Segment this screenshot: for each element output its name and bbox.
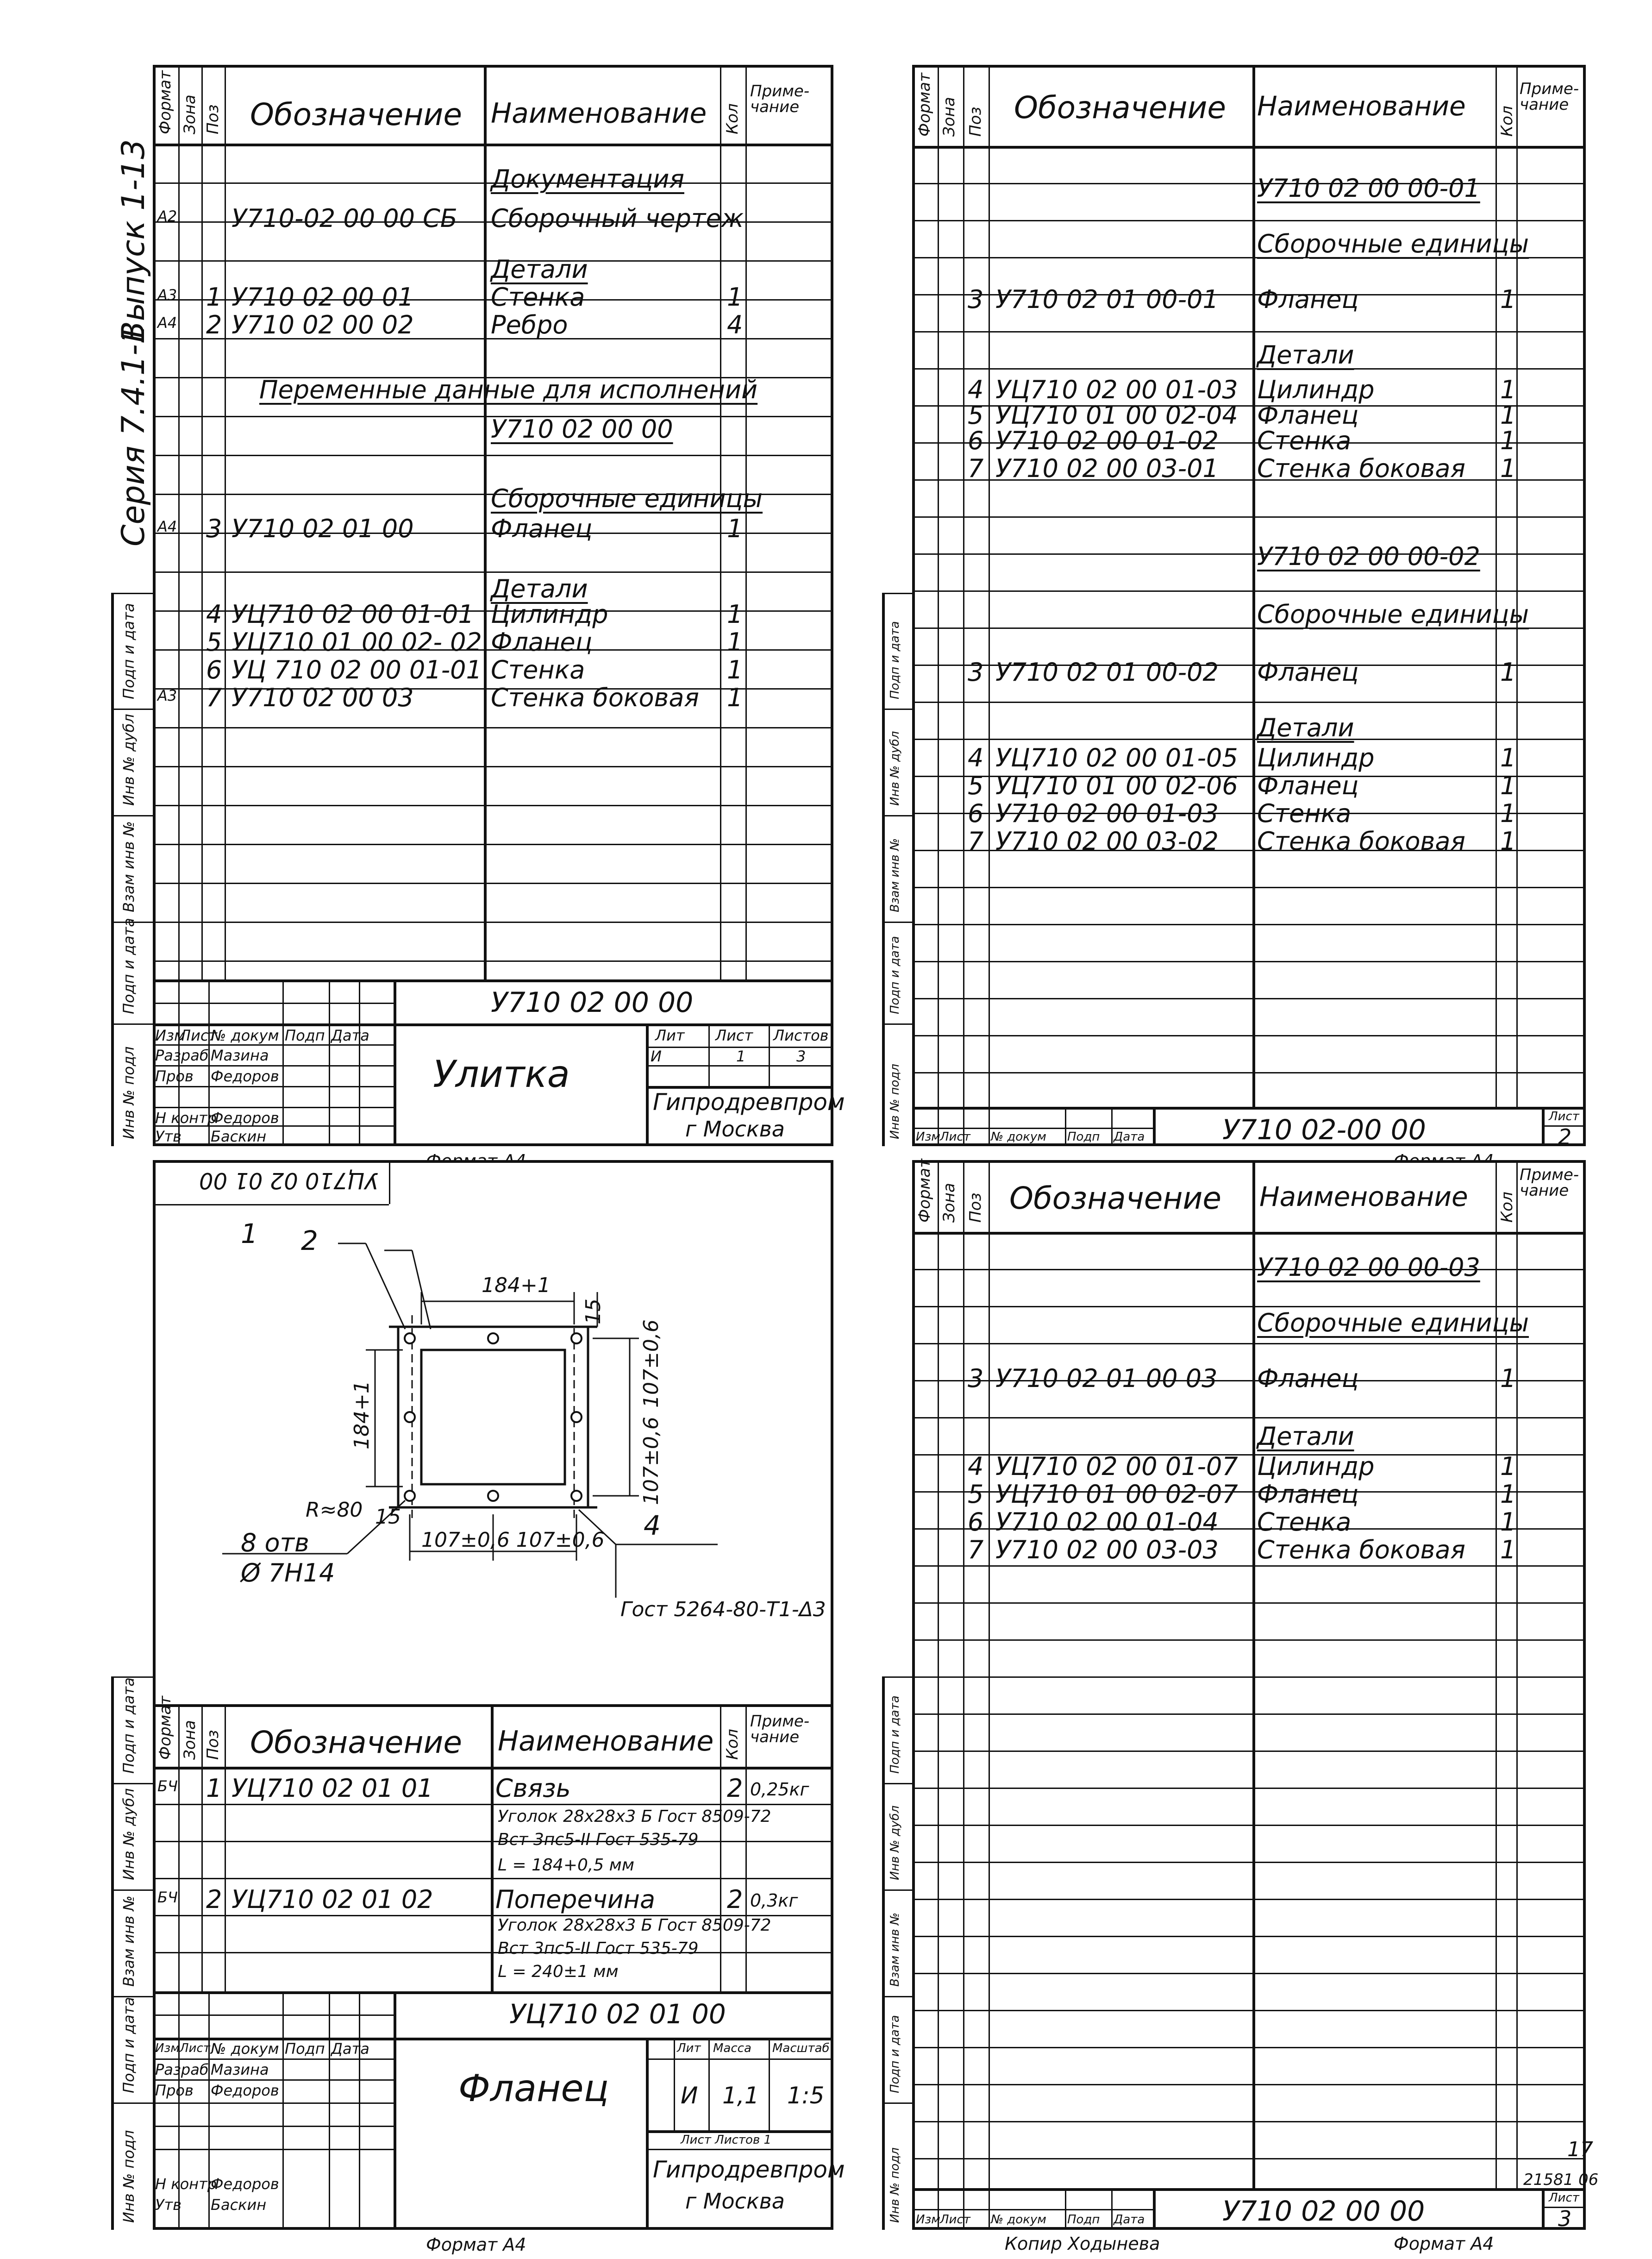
s1-row-name: Документация	[491, 164, 684, 194]
dim-radius: R≈80	[306, 1498, 363, 1522]
strip2-cell-1: Подп и дата	[888, 621, 902, 699]
s2-hdr-format: Формат	[915, 73, 934, 137]
stamp1-city: г Москва	[685, 1117, 785, 1142]
s2-row-qty: 1	[1500, 799, 1516, 828]
s3-row-qty: 2	[727, 1774, 743, 1803]
s4-row-designation: УЦ710 01 00 02-07	[995, 1480, 1238, 1509]
s2-row-pos: 7	[968, 827, 984, 856]
stamp2-list-label: Лист	[1549, 1110, 1579, 1123]
s2-row-name: Цилиндр	[1257, 743, 1375, 772]
s1-row-qty: 1	[727, 600, 743, 629]
s2-hdr-designation: Обозначение	[1014, 90, 1226, 126]
strip4-cell-2: Инв № дубл	[888, 1805, 902, 1880]
s1-row-name: Фланец	[491, 514, 593, 543]
sheet4-no: 3	[1558, 2206, 1572, 2231]
strip2-cell-4: Подп и дата	[888, 936, 902, 1014]
s1-row-format: А3	[157, 687, 177, 704]
s4-row-qty: 1	[1500, 1507, 1516, 1537]
stamp1-org: Гипродревпром	[653, 1089, 845, 1116]
s2-row-name: Фланец	[1257, 771, 1359, 800]
stamp3-masht-val: 1:5	[787, 2082, 825, 2109]
s3-hdr-designation: Обозначение	[250, 1725, 462, 1760]
stamp3-name-3: Федоров	[211, 2175, 279, 2193]
s2-row-name: Стенка	[1257, 799, 1352, 828]
leader-1: 1	[241, 1218, 258, 1249]
stamp1-role-4: Утв	[155, 1128, 181, 1145]
hdr-zone: Зона	[181, 94, 199, 134]
s2-row-name: Цилиндр	[1257, 375, 1375, 404]
s4-row-designation: УЦ710 02 00 01-07	[995, 1452, 1238, 1481]
stamp1-list-label: Лист	[715, 1027, 753, 1044]
weld-gost: Гост 5264-80-Т1-Δ3	[620, 1598, 826, 1621]
stamp3-massa-val: 1,1	[722, 2082, 759, 2109]
s2-row-name: Сборочные единицы	[1257, 600, 1529, 629]
s3-hdr-note: Приме- чание	[750, 1712, 810, 1746]
s4-row-qty: 1	[1500, 1452, 1516, 1481]
hdr-pos: Поз	[204, 104, 222, 134]
strip2-cell-3: Взам инв №	[888, 838, 902, 912]
s2-row-name: Фланец	[1257, 401, 1359, 430]
stamp3-role-4: Утв	[155, 2196, 181, 2214]
stamp3-lit: Лит	[677, 2041, 701, 2055]
s2-row-designation: УЦ710 02 00 01-05	[995, 743, 1238, 772]
strip4-cell-5: Инв № подл	[888, 2147, 902, 2223]
s1-row-pos: 6	[206, 655, 222, 684]
s2-row-qty: 1	[1500, 285, 1516, 314]
holes-count: 8 отв	[241, 1528, 309, 1557]
s4-row-pos: 4	[968, 1452, 984, 1481]
s2-row-pos: 6	[968, 426, 984, 455]
stamp1-name-2: Федоров	[211, 1067, 279, 1085]
s1-row-designation: У710-02 00 00 СБ	[232, 204, 457, 233]
s2-row-name: Стенка боковая	[1257, 827, 1465, 856]
dim-15-bottom: 15	[375, 1505, 401, 1529]
s1-row-name: Детали	[491, 255, 588, 284]
s2-row-designation: У710 02 00 03-02	[995, 827, 1219, 856]
dim-15-top: 15	[582, 1299, 605, 1324]
stamp3-list: Лист	[180, 2041, 210, 2055]
s3-hdr-zone: Зона	[181, 1720, 199, 1760]
sheet2-no: 2	[1558, 1124, 1572, 1149]
s2-row-designation: УЦ710 02 00 01-03	[995, 375, 1238, 404]
stamp2-date: Дата	[1114, 1130, 1145, 1144]
s4-hdr-qty: Кол	[1498, 1192, 1516, 1223]
hdr-format: Формат	[156, 70, 175, 134]
sheet3-code: УЦ710 02 01 00	[509, 1998, 726, 2030]
stamp1-lit-val: И	[651, 1048, 662, 1065]
s2-row-qty: 1	[1500, 771, 1516, 800]
s2-row-pos: 3	[968, 658, 984, 687]
s2-row-name: Детали	[1257, 340, 1354, 370]
s1-row-pos: 7	[206, 683, 222, 712]
s2-row-pos: 5	[968, 771, 984, 800]
s2-row-pos: 4	[968, 375, 984, 404]
stamp1-name-4: Баскин	[211, 1128, 267, 1145]
leader-4: 4	[644, 1510, 661, 1541]
strip-cell-1: Подп и дата	[120, 603, 138, 699]
s2-row-name: У710 02 00 00-02	[1257, 542, 1480, 571]
strip-cell-3: Взам инв №	[120, 821, 138, 912]
stamp4-izm: Изм	[916, 2213, 940, 2227]
sheet2-code: У710 02-00 00	[1222, 1114, 1426, 1146]
stamp3-name-4: Баскин	[211, 2196, 267, 2214]
stamp3-role-2: Пров	[155, 2082, 194, 2099]
strip3-cell-4: Подп и дата	[120, 1997, 138, 2093]
s4-row-name: Стенка боковая	[1257, 1535, 1465, 1564]
s2-row-designation: УЦ710 01 00 02-04	[995, 401, 1238, 430]
stamp4-list-label: Лист	[1549, 2191, 1579, 2205]
s4-row-name: У710 02 00 00-03	[1257, 1253, 1480, 1282]
s3-row-pos: 1	[206, 1774, 222, 1803]
s3-row-designation: УЦ710 02 01 02	[232, 1885, 433, 1914]
sheet3-format-footer: Формат А4	[426, 2234, 526, 2255]
stamp1-list: Лист	[180, 1027, 218, 1044]
s1-row-designation: У710 02 01 00	[232, 514, 414, 543]
sheet4-code: У710 02 00 00	[1222, 2195, 1425, 2228]
s4-row-name: Стенка	[1257, 1507, 1352, 1537]
s2-hdr-note: Приме- чание	[1520, 80, 1579, 114]
s1-row-name: Стенка	[491, 282, 585, 312]
s4-row-name: Фланец	[1257, 1480, 1359, 1509]
s4-hdr-pos: Поз	[966, 1192, 985, 1223]
s3-row-qty: 2	[727, 1885, 743, 1914]
s4-row-name: Детали	[1257, 1422, 1354, 1451]
hdr-designation: Обозначение	[250, 97, 462, 132]
stamp4-sign: Подп	[1067, 2213, 1100, 2227]
stamp1-izm: Изм	[155, 1027, 186, 1044]
s4-row-name: Сборочные единицы	[1257, 1308, 1529, 1337]
dim-right-2: 107±0,6	[639, 1417, 663, 1505]
s1-row-designation: УЦ 710 02 00 01-01	[232, 655, 482, 684]
s1-row-designation: У710 02 00 03	[232, 683, 414, 712]
strip3-cell-2: Инв № дубл	[120, 1788, 138, 1880]
stamp3-lit-val: И	[681, 2082, 698, 2109]
s2-row-designation: У710 02 01 00-02	[995, 658, 1219, 687]
strip-cell-4: Подп и дата	[120, 918, 138, 1014]
stamp3-sign: Подп	[285, 2040, 325, 2058]
s1-row-designation: У710 02 00 01	[232, 282, 414, 312]
s2-hdr-name: Наименование	[1257, 90, 1466, 122]
s1-row-name: Детали	[491, 574, 588, 603]
s3-row-name: Уголок 28х28х3 Б Гост 8509-72	[498, 1916, 771, 1935]
stamp3-izm: Изм	[155, 2041, 180, 2055]
s2-row-pos: 6	[968, 799, 984, 828]
s1-row-qty: 1	[727, 655, 743, 684]
sheet4-stamp-corner: 17	[1567, 2138, 1593, 2161]
stamp4-doc: № докум	[991, 2213, 1046, 2227]
s4-row-pos: 3	[968, 1364, 984, 1393]
s1-row-qty: 1	[727, 628, 743, 657]
s2-row-name: Стенка боковая	[1257, 454, 1465, 483]
stamp1-listov-val: 3	[796, 1048, 806, 1065]
s2-row-qty: 1	[1500, 743, 1516, 772]
s2-row-pos: 3	[968, 285, 984, 314]
stamp1-doc: № докум	[211, 1027, 279, 1044]
sheet1-title: Улитка	[433, 1053, 570, 1096]
strip2-cell-2: Инв № дубл	[888, 731, 902, 806]
stamp1-name-1: Мазина	[211, 1047, 269, 1064]
sheet4-copier: Копир Ходынева	[1005, 2234, 1160, 2254]
stamp3-date: Дата	[331, 2040, 369, 2058]
s3-row-note: 0,3кг	[750, 1890, 798, 1911]
s1-row-pos: 5	[206, 628, 222, 657]
s1-row-designation: УЦ710 02 00 01-01	[232, 600, 474, 629]
stamp3-name-2: Федоров	[211, 2082, 279, 2099]
stamp3-list-line: Лист Листов 1	[681, 2133, 772, 2147]
s1-row-qty: 1	[727, 282, 743, 312]
s4-hdr-format: Формат	[915, 1159, 934, 1223]
stamp3-name-1: Мазина	[211, 2061, 269, 2078]
strip-cell-2: Инв № дубл	[120, 714, 138, 806]
s3-row-name: Вст 3пс5-II Гост 535-79	[498, 1939, 699, 1958]
s2-row-designation: У710 02 00 03-01	[995, 454, 1219, 483]
s4-row-designation: У710 02 01 00 03	[995, 1364, 1218, 1393]
s3-hdr-qty: Кол	[723, 1729, 742, 1760]
series-label: Серия 7.4.1-1	[115, 324, 152, 546]
stamp1-list-val: 1	[736, 1048, 746, 1065]
leader-2: 2	[301, 1225, 318, 1256]
stamp2-sign: Подп	[1067, 1130, 1100, 1144]
s3-row-name: L = 240±1 мм	[498, 1962, 619, 1981]
stamp2-doc: № докум	[991, 1130, 1046, 1144]
stamp1-name-3: Федоров	[211, 1109, 279, 1127]
s3-row-name: Уголок 28х28х3 Б Гост 8509-72	[498, 1807, 771, 1826]
stamp1-role-3: Н контр	[155, 1109, 217, 1127]
s3-row-designation: УЦ710 02 01 01	[232, 1774, 433, 1803]
s4-row-pos: 6	[968, 1507, 984, 1537]
s4-row-qty: 1	[1500, 1480, 1516, 1509]
stamp3-massa: Масса	[713, 2041, 751, 2055]
hdr-name: Наименование	[491, 97, 707, 130]
s2-row-designation: У710 02 01 00-01	[995, 285, 1219, 314]
holes-dia: Ø 7Н14	[241, 1558, 335, 1588]
dim-left: 184+1	[350, 1380, 374, 1450]
s1-row-name: Сборочные единицы	[491, 484, 763, 513]
strip2-cell-5: Инв № подл	[888, 1064, 902, 1139]
s3-row-name: Связь	[495, 1774, 571, 1803]
strip4-cell-4: Подп и дата	[888, 2015, 902, 2093]
s1-row-format: А4	[157, 314, 177, 332]
s4-row-name: Цилиндр	[1257, 1452, 1375, 1481]
s2-row-qty: 1	[1500, 401, 1516, 430]
s1-row-name: Цилиндр	[491, 600, 608, 629]
s4-row-qty: 1	[1500, 1535, 1516, 1564]
s3-hdr-pos: Поз	[204, 1730, 222, 1760]
s2-hdr-zone: Зона	[940, 97, 958, 137]
stamp3-org: Гипродревпром	[653, 2156, 845, 2183]
s1-row-designation: УЦ710 01 00 02- 02	[232, 628, 482, 657]
s3-row-format: БЧ	[157, 1889, 178, 1906]
s1-row-qty: 1	[727, 514, 743, 543]
stamp1-role-1: Разраб	[155, 1047, 209, 1064]
strip4-cell-3: Взам инв №	[888, 1913, 902, 1987]
sheet3-top-label: УЦ710 02 01 00	[199, 1167, 379, 1193]
stamp1-lit: Лит	[655, 1027, 685, 1044]
stamp3-role-1: Разраб	[155, 2061, 209, 2078]
s3-row-name: L = 184+0,5 мм	[498, 1856, 634, 1875]
s4-row-pos: 7	[968, 1535, 984, 1564]
s1-row-pos: 2	[206, 310, 222, 339]
s3-hdr-format: Формат	[156, 1696, 175, 1760]
s4-row-designation: У710 02 00 01-04	[995, 1507, 1219, 1537]
s4-hdr-name: Наименование	[1259, 1181, 1468, 1212]
s3-row-note: 0,25кг	[750, 1779, 809, 1800]
stamp3-city: г Москва	[685, 2189, 785, 2214]
s2-row-qty: 1	[1500, 827, 1516, 856]
stamp1-sign: Подп	[285, 1027, 325, 1044]
s2-row-name: У710 02 00 00-01	[1257, 174, 1480, 203]
s2-row-name: Сборочные единицы	[1257, 229, 1529, 258]
s4-hdr-zone: Зона	[940, 1183, 958, 1223]
s1-row-pos: 1	[206, 282, 222, 312]
s4-row-qty: 1	[1500, 1364, 1516, 1393]
s4-row-name: Фланец	[1257, 1364, 1359, 1393]
s2-hdr-qty: Кол	[1498, 106, 1516, 137]
stamp3-masht: Масштаб	[772, 2041, 830, 2055]
s1-row-format: А2	[157, 207, 177, 225]
stamp4-date: Дата	[1114, 2213, 1145, 2227]
s2-row-designation: У710 02 00 01-02	[995, 426, 1219, 455]
stamp3-role-3: Н контр	[155, 2175, 217, 2193]
s2-row-name: Фланец	[1257, 285, 1359, 314]
s2-row-qty: 1	[1500, 426, 1516, 455]
s2-row-name: Стенка	[1257, 426, 1352, 455]
stamp1-date: Дата	[331, 1027, 369, 1044]
s1-row-designation: У710 02 00 02	[232, 310, 414, 339]
s1-row-format: А4	[157, 518, 177, 535]
dim-bottom: 107±0,6 107±0,6	[421, 1528, 605, 1552]
s2-row-pos: 7	[968, 454, 984, 483]
hdr-note: Приме- чание	[750, 82, 810, 116]
s2-row-qty: 1	[1500, 658, 1516, 687]
stamp1-listov: Листов	[773, 1027, 829, 1044]
s1-row-pos: 3	[206, 514, 222, 543]
strip3-cell-1: Подп и дата	[120, 1677, 138, 1774]
sheet3-title: Фланец	[458, 2067, 609, 2110]
s1-row-name: Фланец	[491, 628, 593, 657]
stamp1-role-2: Пров	[155, 1067, 194, 1085]
s4-hdr-designation: Обозначение	[1009, 1180, 1221, 1216]
s2-hdr-pos: Поз	[966, 107, 985, 137]
s1-row-pos: 4	[206, 600, 222, 629]
issue-label: Выпуск 1-13	[115, 139, 152, 343]
s3-row-name: Вст 3пс5-II Гост 535-79	[498, 1830, 699, 1849]
stamp2-izm: Изм	[916, 1130, 940, 1144]
s1-row-format: А3	[157, 286, 177, 304]
s2-row-name: Детали	[1257, 713, 1354, 742]
s3-row-format: БЧ	[157, 1777, 178, 1795]
s4-row-designation: У710 02 00 03-03	[995, 1535, 1219, 1564]
s4-hdr-note: Приме- чание	[1520, 1166, 1579, 1200]
dim-top: 184+1	[482, 1274, 551, 1297]
s1-row-name: Сборочный чертеж	[491, 204, 744, 233]
s3-hdr-name: Наименование	[498, 1725, 714, 1757]
dim-right-1: 107±0,6	[639, 1319, 663, 1408]
s4-row-pos: 5	[968, 1480, 984, 1509]
sheet1-code: У710 02 00 00	[491, 986, 694, 1019]
s1-row-name: Стенка	[491, 655, 585, 684]
strip4-cell-1: Подп и дата	[888, 1695, 902, 1774]
s2-row-name: Фланец	[1257, 658, 1359, 687]
s2-row-qty: 1	[1500, 375, 1516, 404]
s2-row-pos: 5	[968, 401, 984, 430]
s1-row-qty: 1	[727, 683, 743, 712]
sheet4-format-footer: Формат А4	[1394, 2234, 1494, 2254]
strip-cell-5: Инв № подл	[120, 1046, 138, 1139]
s3-row-name: Поперечина	[495, 1885, 656, 1914]
s3-row-pos: 2	[206, 1885, 222, 1914]
s2-row-designation: УЦ710 01 00 02-06	[995, 771, 1238, 800]
s1-row-name: Стенка боковая	[491, 683, 699, 712]
s2-row-designation: У710 02 00 01-03	[995, 799, 1219, 828]
variable-data-heading: Переменные данные для исполнений	[259, 375, 758, 404]
stamp3-doc: № докум	[211, 2040, 279, 2058]
stamp4-list: Лист	[940, 2213, 970, 2227]
stamp2-list: Лист	[940, 1130, 970, 1144]
s1-row-name: У710 02 00 00	[491, 414, 673, 444]
strip3-cell-5: Инв № подл	[120, 2130, 138, 2223]
s2-row-pos: 4	[968, 743, 984, 772]
sheet4-stamp-number: 21581 06	[1523, 2171, 1599, 2189]
s1-row-qty: 4	[727, 310, 743, 339]
s1-row-name: Ребро	[491, 310, 568, 339]
strip3-cell-3: Взам инв №	[120, 1895, 138, 1987]
s2-row-qty: 1	[1500, 454, 1516, 483]
hdr-qty: Кол	[723, 103, 742, 134]
